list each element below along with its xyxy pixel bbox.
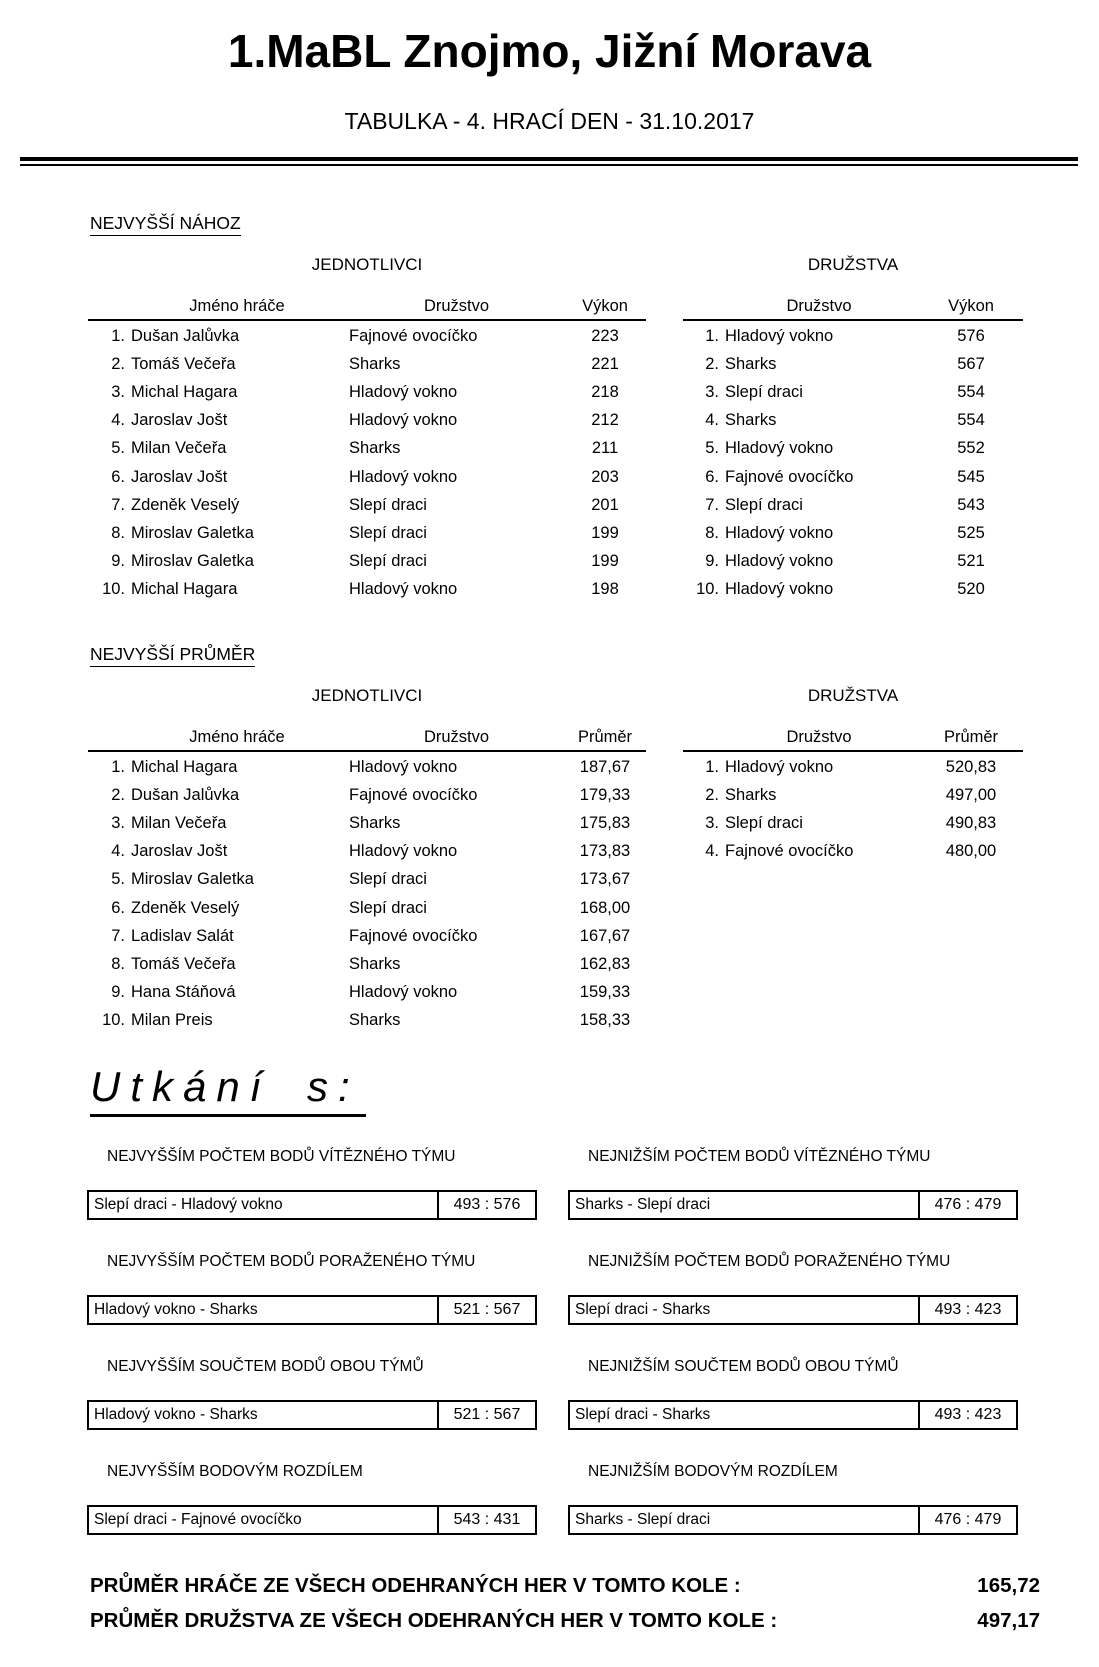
match-label: NEJVYŠŠÍM POČTEM BODŮ PORAŽENÉHO TÝMU [107, 1253, 476, 1270]
match-box [568, 1190, 1018, 1220]
match-score: 521 : 567 [437, 1402, 535, 1428]
score-value: 480,00 [945, 842, 997, 861]
rank: 2. [705, 785, 719, 804]
team-name: Sharks [725, 411, 777, 430]
table-row [88, 322, 646, 350]
match-stat [568, 1358, 1018, 1430]
match-teams: Slepí draci - Sharks [575, 1406, 711, 1423]
team-name: Sharks [725, 785, 777, 804]
player-name: Milan Preis [131, 1011, 213, 1030]
match-teams: Hladový vokno - Sharks [94, 1301, 258, 1318]
player-name: Milan Večeřa [131, 813, 227, 832]
table-row [88, 491, 646, 519]
team-name: Hladový vokno [349, 382, 458, 401]
player-name: Miroslav Galetka [131, 870, 254, 889]
score-value: 173,83 [579, 842, 631, 861]
rank: 1. [705, 326, 719, 345]
match-score: 476 : 479 [918, 1507, 1016, 1533]
match-label: NEJNIŽŠÍM BODOVÝM ROZDÍLEM [588, 1463, 838, 1480]
team-name: Sharks [349, 813, 401, 832]
score-value: 521 [957, 552, 985, 571]
table-row [88, 781, 646, 809]
table-row [88, 753, 646, 781]
team-name: Slepí draci [349, 870, 427, 889]
summary-block [90, 1575, 1040, 1645]
table-row [683, 407, 1023, 435]
match-box [87, 1190, 537, 1220]
rank: 5. [111, 870, 125, 889]
team-name: Hladový vokno [725, 552, 834, 571]
table-header-row [683, 728, 1023, 752]
rank: 3. [705, 382, 719, 401]
match-box [87, 1505, 537, 1535]
player-name: Zdeněk Veselý [131, 898, 240, 917]
table-row [683, 781, 1023, 809]
player-name: Jaroslav Jošt [131, 411, 228, 430]
score-value: 162,83 [579, 954, 631, 973]
score-value: 497,00 [945, 785, 997, 804]
score-value: 520,83 [945, 757, 997, 776]
section-highest-average [0, 644, 1099, 1044]
table-row [88, 576, 646, 604]
score-value: 552 [957, 439, 985, 458]
column-header-name: Jméno hráče [189, 297, 285, 315]
score-value: 211 [591, 439, 619, 458]
score-value: 525 [957, 523, 985, 542]
table-row [683, 350, 1023, 378]
table-row [88, 1007, 646, 1035]
table-row [88, 350, 646, 378]
header-spacer [88, 728, 125, 747]
team-name: Hladový vokno [349, 842, 458, 861]
table-row [88, 866, 646, 894]
table-body [683, 322, 1023, 604]
match-score: 521 : 567 [437, 1297, 535, 1323]
team-name: Slepí draci [725, 382, 803, 401]
table-header-row [683, 297, 1023, 321]
match-teams: Sharks - Slepí draci [575, 1511, 711, 1528]
header-divider [20, 157, 1078, 166]
rank: 1. [111, 326, 125, 345]
player-name: Tomáš Večeřa [131, 954, 236, 973]
table-row [88, 979, 646, 1007]
header-spacer [683, 297, 719, 316]
team-name: Sharks [349, 354, 401, 373]
match-stat [568, 1148, 1018, 1220]
team-name: Fajnové ovocíčko [725, 467, 854, 486]
team-name: Slepí draci [349, 495, 427, 514]
rank: 8. [705, 523, 719, 542]
column-header-team: Družstvo [786, 297, 852, 315]
rank: 8. [111, 523, 125, 542]
score-value: 576 [957, 326, 985, 345]
section-heading: NEJVYŠŠÍ NÁHOZ [90, 213, 241, 236]
rank: 7. [111, 495, 125, 514]
team-name: Hladový vokno [349, 983, 458, 1002]
rank: 5. [705, 439, 719, 458]
match-score: 493 : 423 [918, 1402, 1016, 1428]
score-value: 567 [957, 354, 985, 373]
player-name: Michal Hagara [131, 757, 238, 776]
player-name: Miroslav Galetka [131, 523, 254, 542]
rank: 4. [705, 842, 719, 861]
team-name: Slepí draci [725, 495, 803, 514]
match-stat [87, 1463, 537, 1535]
score-value: 159,33 [579, 983, 631, 1002]
table-title: DRUŽSTVA [807, 686, 899, 705]
rank: 6. [111, 467, 125, 486]
match-stat [568, 1463, 1018, 1535]
match-score: 493 : 423 [918, 1297, 1016, 1323]
rank: 2. [111, 785, 125, 804]
table-row [88, 894, 646, 922]
table-row [88, 950, 646, 978]
table-row [88, 838, 646, 866]
player-name: Milan Večeřa [131, 439, 227, 458]
score-value: 203 [591, 467, 619, 486]
player-name: Ladislav Salát [131, 926, 234, 945]
match-label: NEJVYŠŠÍM BODOVÝM ROZDÍLEM [107, 1463, 363, 1480]
match-stat [87, 1253, 537, 1325]
summary-row [90, 1575, 1040, 1597]
score-value: 175,83 [579, 813, 631, 832]
rank: 3. [705, 813, 719, 832]
score-value: 218 [591, 382, 619, 401]
rank: 9. [705, 552, 719, 571]
team-name: Hladový vokno [725, 757, 834, 776]
score-value: 179,33 [579, 785, 631, 804]
match-box [87, 1295, 537, 1325]
score-value: 554 [957, 382, 985, 401]
table-header-row [88, 297, 646, 321]
header-spacer [683, 728, 719, 747]
player-name: Tomáš Večeřa [131, 354, 236, 373]
table-body [88, 322, 646, 604]
rank: 9. [111, 983, 125, 1002]
table-body [88, 753, 646, 1035]
match-stat [87, 1148, 537, 1220]
rank: 7. [705, 495, 719, 514]
table-row [683, 435, 1023, 463]
match-teams: Slepí draci - Hladový vokno [94, 1196, 283, 1213]
table-row [88, 809, 646, 837]
score-value: 543 [957, 495, 985, 514]
team-name: Hladový vokno [725, 326, 834, 345]
player-name: Michal Hagara [131, 382, 238, 401]
score-value: 212 [591, 411, 619, 430]
table-row [88, 548, 646, 576]
table-row [683, 378, 1023, 406]
score-value: 520 [957, 580, 985, 599]
score-value: 545 [957, 467, 985, 486]
player-name: Michal Hagara [131, 580, 238, 599]
team-name: Fajnové ovocíčko [349, 926, 478, 945]
match-label: NEJNIŽŠÍM POČTEM BODŮ PORAŽENÉHO TÝMU [588, 1253, 951, 1270]
rank: 6. [111, 898, 125, 917]
match-score: 543 : 431 [437, 1507, 535, 1533]
rank: 4. [705, 411, 719, 430]
table-row [683, 548, 1023, 576]
rank: 2. [111, 354, 125, 373]
score-value: 199 [591, 523, 619, 542]
team-name: Hladový vokno [349, 467, 458, 486]
team-name: Sharks [725, 354, 777, 373]
table-row [683, 753, 1023, 781]
column-header-team: Družstvo [423, 297, 490, 315]
match-teams: Slepí draci - Fajnové ovocíčko [94, 1511, 302, 1528]
match-score: 476 : 479 [918, 1192, 1016, 1218]
match-teams: Slepí draci - Sharks [575, 1301, 711, 1318]
player-name: Jaroslav Jošt [131, 842, 228, 861]
summary-label: PRŮMĚR DRUŽSTVA ZE VŠECH ODEHRANÝCH HER V TOMTO KOLE : [90, 1609, 778, 1632]
table-title: JEDNOTLIVCI [311, 686, 423, 705]
table-title: DRUŽSTVA [807, 255, 899, 274]
column-header-team: Družstvo [786, 728, 852, 746]
match-teams: Hladový vokno - Sharks [94, 1406, 258, 1423]
score-value: 173,67 [579, 870, 631, 889]
match-box [568, 1295, 1018, 1325]
table-row [683, 463, 1023, 491]
table-row [88, 463, 646, 491]
team-name: Fajnové ovocíčko [349, 326, 478, 345]
team-name: Hladový vokno [725, 523, 834, 542]
rank: 8. [111, 954, 125, 973]
summary-value: 497,17 [977, 1609, 1040, 1632]
team-name: Hladový vokno [725, 580, 834, 599]
rank: 3. [111, 813, 125, 832]
score-value: 199 [591, 552, 619, 571]
match-label: NEJNIŽŠÍM SOUČTEM BODŮ OBOU TÝMŮ [588, 1358, 899, 1375]
table-row [683, 322, 1023, 350]
team-name: Hladový vokno [349, 580, 458, 599]
match-teams: Sharks - Slepí draci [575, 1196, 711, 1213]
match-stat [87, 1358, 537, 1430]
player-name: Dušan Jalůvka [131, 326, 240, 345]
summary-value: 165,72 [977, 1574, 1040, 1597]
player-name: Dušan Jalůvka [131, 785, 240, 804]
table-header-row [88, 728, 646, 752]
team-name: Fajnové ovocíčko [725, 842, 854, 861]
rank: 1. [111, 757, 125, 776]
score-value: 554 [957, 411, 985, 430]
table-row [683, 519, 1023, 547]
team-name: Hladový vokno [349, 757, 458, 776]
rank: 10. [696, 580, 719, 599]
player-name: Hana Stáňová [131, 983, 236, 1002]
section-highest-game [0, 213, 1099, 613]
column-header-value: Průměr [943, 728, 999, 746]
match-label: NEJVYŠŠÍM SOUČTEM BODŮ OBOU TÝMŮ [107, 1358, 424, 1375]
table-title: JEDNOTLIVCI [311, 255, 423, 274]
table-row [88, 519, 646, 547]
score-value: 168,00 [579, 898, 631, 917]
score-value: 158,33 [579, 1011, 631, 1030]
summary-label: PRŮMĚR HRÁČE ZE VŠECH ODEHRANÝCH HER V TOMTO KOLE : [90, 1574, 741, 1597]
rank: 9. [111, 552, 125, 571]
table-row [88, 378, 646, 406]
team-name: Sharks [349, 1011, 401, 1030]
player-name: Miroslav Galetka [131, 552, 254, 571]
score-value: 223 [591, 326, 619, 345]
section-heading: NEJVYŠŠÍ PRŮMĚR [90, 644, 255, 667]
match-box [87, 1400, 537, 1430]
column-header-name: Jméno hráče [189, 728, 285, 746]
table-row [683, 809, 1023, 837]
rank: 7. [111, 926, 125, 945]
rank: 10. [102, 1011, 125, 1030]
match-box [568, 1400, 1018, 1430]
score-value: 187,67 [579, 757, 631, 776]
match-box [568, 1505, 1018, 1535]
match-label: NEJVYŠŠÍM POČTEM BODŮ VÍTĚZNÉHO TÝMU [107, 1148, 456, 1165]
score-value: 490,83 [945, 813, 997, 832]
match-label: NEJNIŽŠÍM POČTEM BODŮ VÍTĚZNÉHO TÝMU [588, 1148, 931, 1165]
team-name: Hladový vokno [349, 411, 458, 430]
column-header-team: Družstvo [423, 728, 490, 746]
page-title: 1.MaBL Znojmo, Jižní Morava [227, 25, 872, 77]
team-name: Sharks [349, 439, 401, 458]
page-subtitle: TABULKA - 4. HRACÍ DEN - 31.10.2017 [344, 108, 755, 134]
team-name: Sharks [349, 954, 401, 973]
header-spacer [88, 297, 125, 316]
table-row [88, 922, 646, 950]
team-name: Slepí draci [349, 523, 427, 542]
rank: 10. [102, 580, 125, 599]
match-score: 493 : 576 [437, 1192, 535, 1218]
table-row [683, 838, 1023, 866]
table-row [88, 407, 646, 435]
table-row [683, 491, 1023, 519]
matches-heading: Utkání s: [90, 1063, 366, 1117]
team-name: Hladový vokno [725, 439, 834, 458]
table-body [683, 753, 1023, 866]
table-row [88, 435, 646, 463]
rank: 1. [705, 757, 719, 776]
player-name: Jaroslav Jošt [131, 467, 228, 486]
rank: 4. [111, 842, 125, 861]
column-header-value: Průměr [577, 728, 633, 746]
team-name: Slepí draci [349, 552, 427, 571]
score-value: 198 [591, 580, 619, 599]
rank: 4. [111, 411, 125, 430]
column-header-value: Výkon [582, 297, 628, 315]
column-header-value: Výkon [948, 297, 994, 315]
summary-row [90, 1610, 1040, 1632]
match-stats-grid [87, 1148, 1018, 1535]
player-name: Zdeněk Veselý [131, 495, 240, 514]
match-stat [568, 1253, 1018, 1325]
team-name: Fajnové ovocíčko [349, 785, 478, 804]
score-value: 221 [591, 354, 619, 373]
score-value: 201 [591, 495, 619, 514]
rank: 6. [705, 467, 719, 486]
team-name: Slepí draci [349, 898, 427, 917]
rank: 3. [111, 382, 125, 401]
table-row [683, 576, 1023, 604]
score-value: 167,67 [579, 926, 631, 945]
team-name: Slepí draci [725, 813, 803, 832]
rank: 2. [705, 354, 719, 373]
rank: 5. [111, 439, 125, 458]
